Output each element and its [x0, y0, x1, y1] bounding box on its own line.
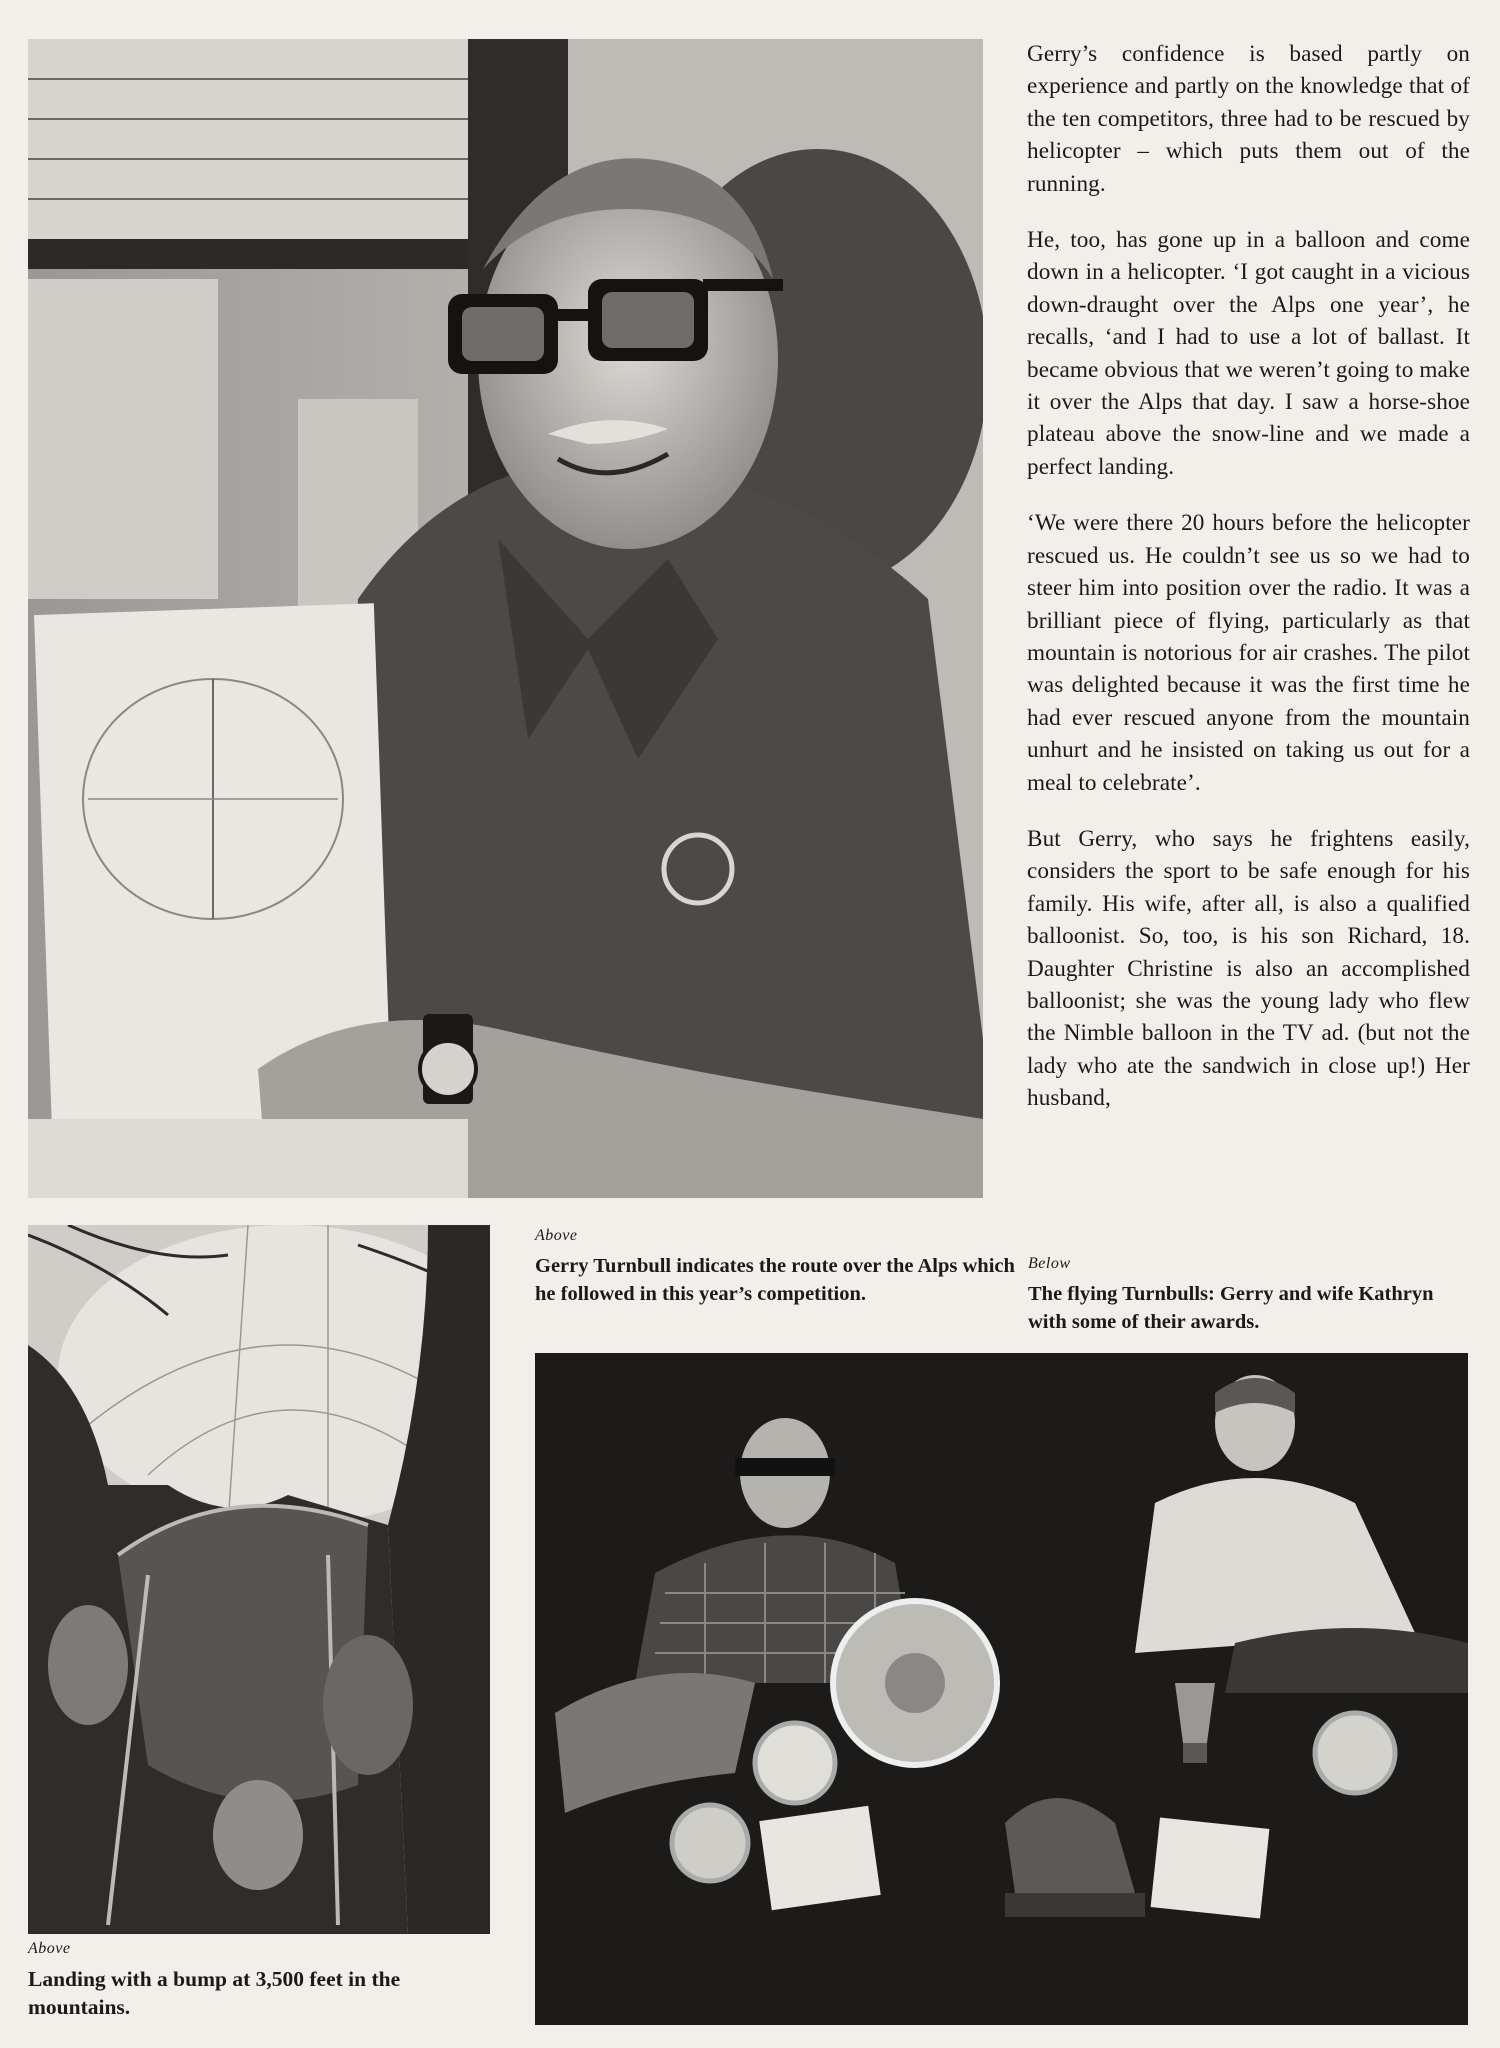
caption-text: Landing with a bump at 3,500 feet in the mountains. — [28, 1967, 401, 2019]
photo-gerry-with-route-map-graphic — [28, 39, 983, 1198]
caption-bottom-right-photo — [1028, 1254, 1468, 1336]
article-paragraph: ‘We were there 20 hours before the helicopter rescued us. He couldn’t see us so we had to steer him into position over the radio. It was a brilliant piece of flying, particularly as that mountain is notorious for air crashes. The pilot was delighted because it was the first time he had ever rescued anyone from the mountain unhurt and he insisted on taking us out for a meal to celebrate’. — [1027, 510, 1470, 796]
article-paragraph: But Gerry, who says he frightens easily, considers the sport to be safe enough for his family. His wife, after all, is also a qualified balloonist. So, too, is his son Richard, 18. Daughter Christine is also an accomplished balloonist; she was the young lady who flew the Nimble balloon in the TV ad. (but not the lady who ate the sandwich in close up!) Her husband, — [1027, 825, 1470, 1112]
caption-kicker: Below — [1028, 1255, 1071, 1272]
caption-kicker: Above — [535, 1227, 578, 1244]
photo-balloon-landing-graphic — [28, 1225, 490, 1934]
caption-bottom-left-photo — [28, 1939, 498, 2021]
photo-balloon-landing — [28, 1225, 490, 1934]
caption-kicker: Above — [28, 1940, 71, 1957]
photo-turnbulls-with-awards-graphic — [535, 1353, 1468, 2025]
article-paragraph: He, too, has gone up in a balloon and come down in a helicopter. ‘I got caught in a vicious down-draught over the Alps one year’, he recalls, ‘and I had to use a lot of ballast. It became obvious that we weren’t going to make it over the Alps that day. I saw a horse-shoe plateau above the snow-line and we made a perfect landing. — [1027, 227, 1470, 480]
article-paragraph: Gerry’s confidence is based partly on experience and partly on the knowledge that of the ten competitors, three had to be rescued by helicopter – which puts them out of the running. — [1027, 41, 1470, 197]
photo-turnbulls-with-awards — [535, 1353, 1468, 2025]
caption-top-photo — [535, 1226, 1015, 1308]
article-body — [1027, 38, 1470, 1139]
caption-text: Gerry Turnbull indicates the route over the Alps which he followed in this year’s competition. — [535, 1255, 1015, 1305]
caption-text: The flying Turnbulls: Gerry and wife Kathryn with some of their awards. — [1028, 1283, 1434, 1333]
photo-gerry-with-route-map — [28, 39, 983, 1198]
